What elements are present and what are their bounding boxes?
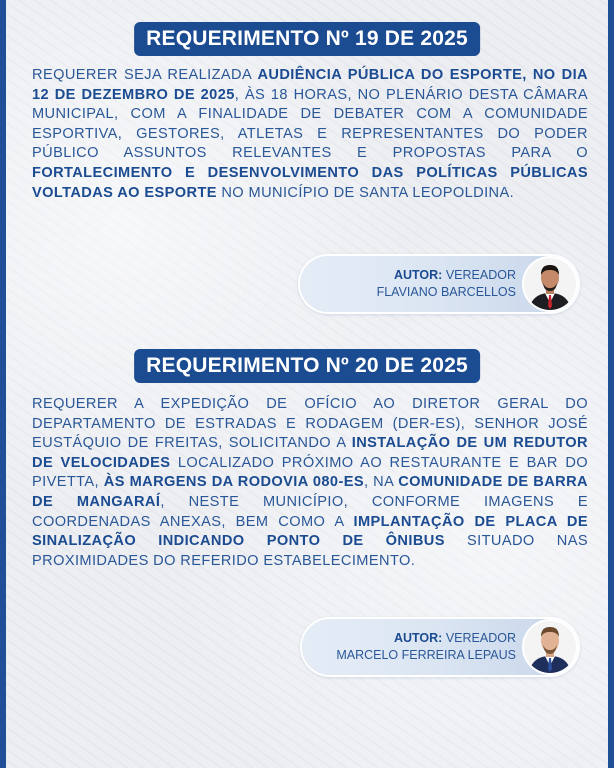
highlight-hearing-date: AUDIÊNCIA PÚBLICA DO ESPORTE, NO DIA 12 DE DEZEMBRO DE 2025 — [32, 67, 588, 103]
author-photo — [524, 258, 576, 310]
author-name: FLAVIANO BARCELLOS — [376, 285, 516, 299]
text-segment: REQUERER SEJA REALIZADA — [32, 67, 258, 83]
author-label: AUTOR: — [393, 268, 443, 282]
text-segment: REQUERER A EXPEDIÇÃO DE OFÍCIO AO DIRETOR GERAL DO DEPARTAMENTO DE ESTRADAS E RODAGEM (DER-ES), SENHOR JOSÉ EUSTÁQUIO DE FREITAS, SOLICITANDO A — [32, 396, 588, 452]
author-photo — [524, 621, 576, 673]
author-name: MARCELO FERREIRA LEPAUS — [336, 648, 516, 662]
person-portrait-icon — [524, 621, 576, 673]
author-badge-marcelo — [302, 619, 578, 675]
text-segment: , ÀS 18 HORAS, NO PLENÁRIO DESTA CÂMARA MUNICIPAL, COM A FINALIDADE DE DEBATER COM A COMUNIDADE ESPORTIVA, GESTORES, ATLETAS E REPRESENTANTES DO PODER PÚBLICO ASSUNTOS RELEVANTES E PROPOSTAS PARA O — [32, 86, 588, 162]
requirement-20-title: REQUERIMENTO Nº 20 DE 2025 — [134, 349, 480, 383]
highlight-sports-policy: FORTALECIMENTO E DESENVOLVIMENTO DAS POLÍTICAS PÚBLICAS VOLTADAS AO ESPORTE — [32, 164, 588, 201]
author-role: VEREADOR — [442, 268, 516, 282]
highlight-highway: ÀS MARGENS DA RODOVIA 080-ES — [103, 474, 364, 491]
author-text — [377, 267, 516, 301]
requirement-19-text — [32, 66, 588, 203]
author-text — [336, 630, 516, 664]
person-portrait-icon — [524, 258, 576, 310]
text-segment: SITUADO NAS PROXIMIDADES DO REFERIDO ESTABELECIMENTO. — [32, 533, 588, 569]
right-border — [608, 0, 614, 768]
text-segment: NO MUNICÍPIO DE SANTA LEOPOLDINA. — [216, 184, 515, 201]
left-border — [0, 0, 6, 768]
author-badge-flaviano — [300, 256, 578, 312]
highlight-bus-stop-sign: IMPLANTAÇÃO DE PLACA DE SINALIZAÇÃO INDICANDO PONTO DE ÔNIBUS — [32, 513, 588, 550]
author-role: VEREADOR — [442, 631, 516, 645]
author-label: AUTOR: — [393, 631, 443, 645]
highlight-speed-bump: INSTALAÇÃO DE UM REDUTOR DE VELOCIDADES — [32, 435, 588, 471]
text-segment: , NESTE MUNICÍPIO, CONFORME IMAGENS E COORDENADAS ANEXAS, BEM COMO A — [32, 493, 588, 530]
highlight-community: COMUNIDADE DE BARRA DE MANGARAÍ — [32, 474, 588, 510]
requirement-20-text — [32, 395, 588, 571]
requirement-19-title: REQUERIMENTO Nº 19 DE 2025 — [134, 22, 480, 56]
text-segment: LOCALIZADO PRÓXIMO AO RESTAURANTE E BAR DO PIVETTA, — [32, 454, 589, 491]
text-segment: , NA — [363, 474, 399, 491]
